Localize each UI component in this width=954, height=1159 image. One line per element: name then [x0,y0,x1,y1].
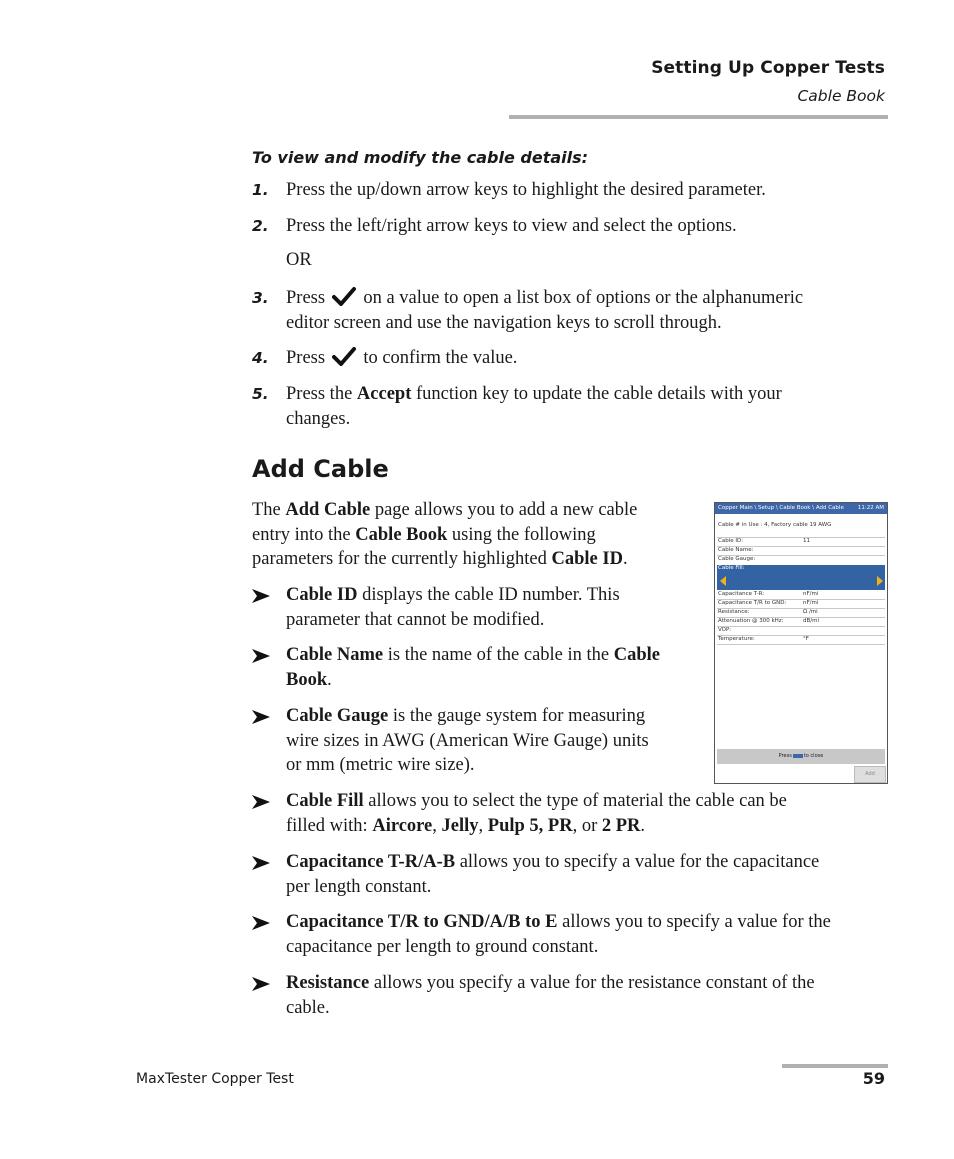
bullet-arrow-icon [252,710,270,724]
bullet-text: allows you to specify a value for the [562,912,831,932]
device-param-label[interactable]: VOP: [718,627,732,633]
device-status-text: to close [803,753,824,759]
bullet-text: allows you specify a value for the resistance constant of the [373,973,815,993]
step-text: Press the up/down arrow keys to highlight the desired parameter. [286,180,766,200]
device-clock: 11:22 AM [857,505,884,511]
intro-text: parameters for the currently highlighted [252,549,547,569]
device-divider [717,644,885,645]
bullet-text: , [478,815,484,836]
bullet-arrow-icon [252,977,270,991]
bullet-text: cable. [286,997,330,1018]
bullet-text: wire sizes in AWG (American Wire Gauge) units [286,730,649,751]
step-number: 4. [252,349,269,367]
bullet-text: . [327,669,332,690]
device-cable-fill-label: Cable Fill: [718,565,745,571]
footer-rule [782,1064,888,1068]
device-param-unit: °F [803,636,809,642]
device-cable-fill-selector[interactable] [717,565,885,590]
step-number: 5. [252,385,269,403]
checkmark-icon [332,286,356,306]
fill-option: 2 PR [601,815,641,836]
page-number: 59 [862,1069,885,1088]
bullet-text: capacitance per length to ground constant. [286,936,599,957]
device-param-unit: Ω /mi [803,609,818,615]
step-key-name: Accept [356,384,412,404]
device-row-label[interactable]: Cable ID: [718,538,744,544]
procedure-title: To view and modify the cable details: [252,148,589,167]
bullet-text: parameter that cannot be modified. [286,609,545,630]
back-key-icon [793,754,803,758]
device-row-label[interactable]: Cable Gauge: [718,556,756,562]
bullet-text: is the name of the cable in the [387,645,610,665]
intro-bold: Cable ID [551,549,623,569]
device-param-label[interactable]: Temperature: [718,636,755,642]
fill-option: Jelly [441,815,479,836]
intro-text: entry into the [252,524,351,545]
step-text: on a value to open a list box of options or the alphanumeric [363,288,804,308]
intro-bold: Cable Book [355,524,448,545]
footer-title: MaxTester Copper Test [136,1071,294,1087]
bullet-term: Capacitance T/R to GND/A/B to E [286,912,558,932]
intro-text: page allows you to add a new cable [374,500,638,520]
running-header-section: Cable Book [797,87,885,105]
step-text: Press [286,288,326,308]
intro-text: using the following [451,524,596,545]
bullet-term: Capacitance T-R/A-B [286,852,456,872]
bullet-term: Cable Name [286,645,384,665]
checkmark-icon [332,346,356,366]
step-text: function key to update the cable details with your [416,384,782,404]
bullet-arrow-icon [252,589,270,603]
right-arrow-icon[interactable] [877,576,883,586]
device-title-bar [715,503,887,514]
device-param-unit: nF/mi [803,600,819,606]
bullet-term: Cable Fill [286,791,364,811]
device-status-bar [717,749,885,764]
device-add-button[interactable]: Add [854,766,886,783]
bullet-text: is the gauge system for measuring [392,706,646,726]
device-row-value: 11 [803,538,810,544]
bullet-arrow-icon [252,856,270,870]
step-number: 2. [252,217,269,235]
bullet-text: or mm (metric wire size). [286,755,475,775]
bullet-arrow-icon [252,795,270,809]
device-param-unit: dB/mi [803,618,820,624]
device-status-text: Press [778,753,792,759]
step-text: editor screen and use the navigation keys to scroll through. [286,312,722,333]
add-cable-screenshot [714,502,888,784]
device-param-label[interactable]: Resistance: [718,609,750,615]
bullet-text: . [640,815,646,836]
intro-text: . [622,549,628,569]
bullet-text: allows you to specify a value for the capacitance [459,852,820,872]
step-text: Press the left/right arrow keys to view and select the options. [286,216,737,236]
device-row-label[interactable]: Cable Name: [718,547,754,553]
step-number: 1. [252,181,269,199]
step-text: Press the [286,384,353,404]
or-text: OR [286,250,312,270]
bullet-text: per length constant. [286,876,432,897]
bullet-term: Resistance [286,973,370,993]
step-text: Press [286,348,326,368]
step-number: 3. [252,289,269,307]
bullet-term: Book [286,669,328,690]
fill-option: Aircore [372,815,433,836]
bullet-text: , or [572,815,598,836]
bullet-arrow-icon [252,916,270,930]
left-arrow-icon[interactable] [720,576,726,586]
device-cable-in-use: Cable # in Use : 4, Factory cable 19 AWG [718,522,832,528]
header-rule [509,115,888,119]
bullet-text: , [432,815,437,836]
running-header-chapter: Setting Up Copper Tests [651,58,885,78]
step-text: to confirm the value. [363,348,518,368]
device-param-label[interactable]: Capacitance T-R: [718,591,765,597]
device-divider [717,626,885,627]
device-param-label[interactable]: Attenuation @ 300 kHz: [718,618,784,624]
bullet-term: Cable ID [286,585,358,605]
bullet-text: filled with: [286,815,368,836]
device-param-label[interactable]: Capacitance T/R to GND: [718,600,787,606]
bullet-text: displays the cable ID number. This [362,585,620,605]
intro-text: The [252,500,281,520]
bullet-arrow-icon [252,649,270,663]
bullet-term: Cable [613,645,661,665]
bullet-text: allows you to select the type of material the cable can be [368,791,787,811]
device-breadcrumb: Copper Main \ Setup \ Cable Book \ Add Cable [718,505,844,511]
section-title: Add Cable [252,455,389,483]
fill-option: Pulp 5, PR [487,815,573,836]
bullet-term: Cable Gauge [286,706,389,726]
intro-paragraph [252,498,637,572]
device-param-unit: nF/mi [803,591,819,597]
intro-bold: Add Cable [285,500,371,520]
step-text: changes. [286,408,351,429]
